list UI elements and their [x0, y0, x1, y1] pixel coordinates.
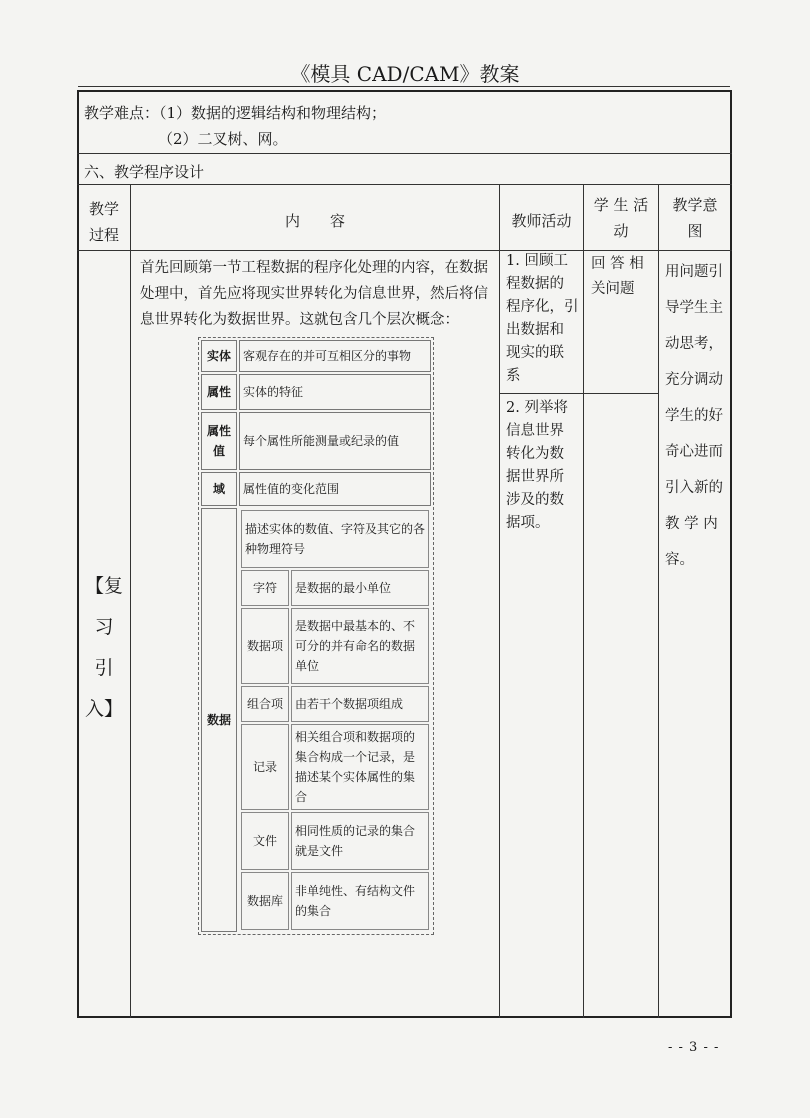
- stage-line-1: 【复: [84, 575, 123, 597]
- data-sub-desc: 非单纯性、有结构文件的集合: [291, 872, 429, 930]
- document-title: 《模具 CAD/CAM》教案: [290, 62, 520, 86]
- content-line-2: 处理中，首先应将现实世界转化为信息世界，然后将信: [140, 286, 488, 302]
- data-desc: 描述实体的数值、字符及其它的各种物理符号: [241, 510, 429, 568]
- concept-row: [201, 412, 431, 470]
- col-header-intent-line2: 图: [687, 222, 703, 240]
- data-sub-term: 字符: [241, 570, 289, 606]
- divider-teacher-activity: [499, 393, 658, 394]
- concept-row: [201, 340, 431, 372]
- col-divider-3: [583, 184, 584, 1018]
- ta1-line: 1. 回顾工: [506, 253, 568, 269]
- data-sub-row: [241, 570, 429, 606]
- ta2-line: 据项。: [506, 515, 550, 531]
- data-subtable: [239, 508, 431, 932]
- data-sub-row: [241, 724, 429, 810]
- intent-line: 奇心进而: [665, 444, 723, 460]
- data-sub-term: 组合项: [241, 686, 289, 722]
- col-divider-1: [130, 184, 131, 1018]
- data-sub-desc: 是数据中最基本的、不可分的并有命名的数据单位: [291, 608, 429, 684]
- concept-row: [201, 374, 431, 410]
- stage-line-2: 习: [94, 616, 114, 638]
- data-sub-desc: 由若干个数据项组成: [291, 686, 429, 722]
- data-sub-term: 记录: [241, 724, 289, 810]
- concept-desc: 实体的特征: [239, 374, 431, 410]
- col-header-intent: [659, 192, 731, 244]
- col-header-process-line2: 过程: [88, 226, 119, 244]
- concept-term: 域: [201, 472, 237, 506]
- col-header-process: [78, 196, 130, 248]
- ta2-line: 涉及的数: [506, 492, 564, 508]
- divider-section: [77, 184, 732, 185]
- ta2-line: 2. 列举将: [506, 400, 568, 416]
- intent-line: 学生的好: [665, 408, 723, 424]
- intent-line: 引入新的: [665, 480, 723, 496]
- data-sub-term: 数据库: [241, 872, 289, 930]
- ta1-line: 出数据和: [506, 322, 564, 338]
- concept-row: [201, 472, 431, 506]
- ta1-line: 现实的联: [506, 345, 564, 361]
- data-sub-term: 文件: [241, 812, 289, 870]
- col-divider-2: [499, 184, 500, 1018]
- concept-desc: 属性值的变化范围: [239, 472, 431, 506]
- teaching-intent: [665, 254, 729, 578]
- header-rule: [78, 86, 730, 87]
- ta2-line: 转化为数: [506, 446, 564, 462]
- data-sub-desc: 相关组合项和数据项的集合构成一个记录，是描述某个实体属性的集合: [291, 724, 429, 810]
- divider-difficulty: [77, 153, 732, 154]
- student-activity: [591, 252, 655, 302]
- content-line-1: 首先回顾第一节工程数据的程序化处理的内容，在数据: [140, 260, 488, 276]
- concept-desc: 每个属性所能测量或纪录的值: [239, 412, 431, 470]
- data-sub-term: 数据项: [241, 608, 289, 684]
- data-sub-desc: 相同性质的记录的集合就是文件: [291, 812, 429, 870]
- content-paragraph: [140, 255, 492, 333]
- concept-row-data: [201, 508, 431, 932]
- ta2-line: 据世界所: [506, 469, 564, 485]
- sa-line: 回 答 相: [591, 256, 644, 272]
- data-sub-row: [241, 686, 429, 722]
- col-header-intent-line1: 教学意: [672, 196, 718, 214]
- data-sub-row: [241, 812, 429, 870]
- teacher-activity-1: [506, 250, 580, 388]
- col-header-teacher: 教师活动: [511, 212, 572, 230]
- concept-term: 实体: [201, 340, 237, 372]
- intent-line: 动思考，: [665, 336, 723, 352]
- intent-line: 导学生主: [665, 300, 723, 316]
- difficulty-item-2: （2）二叉树、网。: [158, 130, 288, 148]
- concept-term-data: 数据: [201, 508, 237, 932]
- data-sub-row: [241, 872, 429, 930]
- col-header-student-line1: 学 生 活: [593, 196, 649, 214]
- col-header-process-line1: 教学: [88, 200, 119, 218]
- intent-line: 容。: [665, 552, 694, 568]
- concept-table: [198, 337, 434, 935]
- ta1-line: 程序化，引: [506, 299, 579, 315]
- col-divider-4: [658, 184, 659, 1018]
- intent-line: 充分调动: [665, 372, 723, 388]
- intent-line: 用问题引: [665, 264, 723, 280]
- stage-line-4: 入】: [84, 698, 123, 720]
- data-sub-desc: 是数据的最小单位: [291, 570, 429, 606]
- concept-desc: 客观存在的并可互相区分的事物: [239, 340, 431, 372]
- ta2-line: 信息世界: [506, 423, 564, 439]
- concept-table-grid: [199, 338, 433, 934]
- stage-label: [78, 566, 130, 730]
- sa-line: 关问题: [591, 281, 635, 297]
- concept-term: 属性值: [201, 412, 237, 470]
- intent-line: 教 学 内: [665, 516, 718, 532]
- page-number: - - 3 - -: [668, 1040, 720, 1055]
- difficulty-label-text: 教学难点：: [84, 104, 160, 122]
- divider-header: [77, 250, 732, 251]
- content-line-3: 息世界转化为数据世界。这就包含几个层次概念：: [140, 312, 459, 328]
- col-header-student-line2: 动: [613, 222, 629, 240]
- ta1-line: 系: [506, 368, 521, 384]
- stage-line-3: 引: [94, 657, 114, 679]
- data-concept-cell: [239, 508, 431, 932]
- col-header-content: 内 容: [284, 212, 345, 230]
- ta1-line: 程数据的: [506, 276, 564, 292]
- teacher-activity-2: [506, 397, 580, 535]
- col-header-student: [584, 192, 658, 244]
- difficulty-item-1: （1）数据的逻辑结构和物理结构；: [159, 104, 387, 122]
- concept-term: 属性: [201, 374, 237, 410]
- data-desc-row: [241, 510, 429, 568]
- data-sub-row: [241, 608, 429, 684]
- section-title: 六、教学程序设计: [84, 163, 205, 181]
- difficulty-label: [84, 100, 386, 126]
